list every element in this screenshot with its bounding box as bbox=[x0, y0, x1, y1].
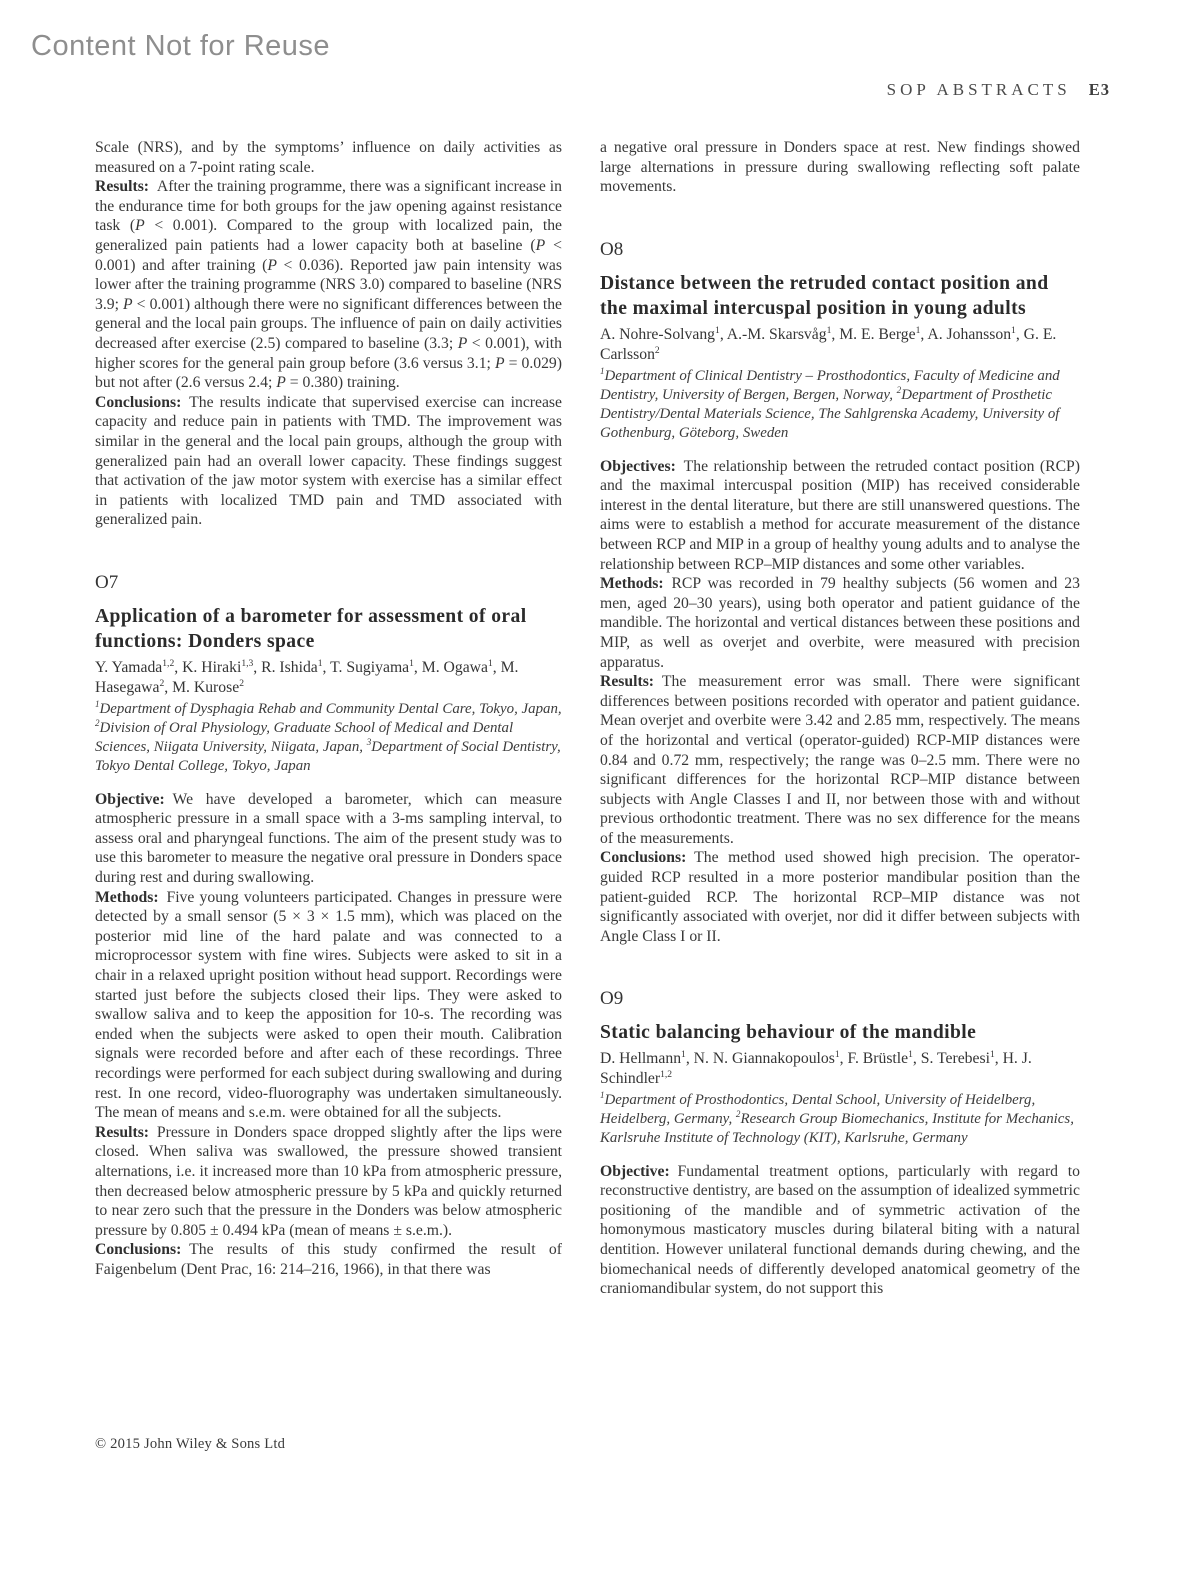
superscript: 1 bbox=[600, 365, 605, 376]
running-head bbox=[887, 80, 1110, 100]
superscript: 1 bbox=[834, 1048, 840, 1060]
italic-term: P bbox=[494, 354, 505, 372]
left-column bbox=[95, 138, 562, 1299]
superscript: 1 bbox=[989, 1048, 995, 1060]
superscript: 1 bbox=[915, 324, 921, 336]
abstract-paragraph: Objective: We have developed a barometer, which can measure atmospheric pressure in a small space with a 3-ms sampling interval, to assess oral and pharyngeal functions. The aim of the present study was to use this barometer to measure the negative oral pressure in Donders space during rest and during swallowing. bbox=[95, 790, 562, 887]
abstract-title: Application of a barometer for assessment of oral functions: Donders space bbox=[95, 605, 527, 653]
italic-term: P bbox=[135, 217, 145, 235]
superscript: 1 bbox=[826, 324, 832, 336]
superscript: 2 bbox=[896, 385, 902, 396]
abstract-paragraph: Methods: RCP was recorded in 79 healthy subjects (56 women and 23 men, aged 20–30 years), using both operator and patient guidance of the mandible. The horizontal and vertical distances between these positions and MIP, as well as overjet and overbite, were measured with precision apparatus. bbox=[600, 575, 1080, 671]
abstract-paragraph: Conclusions: The results indicate that supervised exercise can increase capacity and reduce pain in patients with TMD. The improvement was similar in the general and the local pain groups, although the group with generalized pain had an overall lower capacity. These findings suggest that activation of the jaw motor system with exercise has a similar effect in patients with localized TMD pain and TMD associated with generalized pain. bbox=[95, 393, 562, 529]
abstract-authors: D. Hellmann$^1$, N. N. Giannakopoulos$^1$, F. Brüstle$^1$, S. Terebesi$^1$, H. J. Schindler$^{1,2}$ bbox=[600, 1048, 1032, 1088]
abstract-affiliations: $^1$Department of Prosthodontics, Dental School, University of Heidelberg, Heidelberg, Germany, $^2$Research Group Biomechanics, Institute for Mechanics, Karlsruhe Institute of Technology (KIT), Karlsruhe, Germany bbox=[600, 1089, 1074, 1147]
abstract-paragraph: Conclusions: The method used showed high precision. The operator-guided RCP resulted in a more posterior mandibular position than the patient-guided RCP. The horizontal RCP–MIP distance was not significantly associated with overjet, nor did it differ between subjects with Angle Class I or II. bbox=[600, 849, 1080, 945]
superscript: 1 bbox=[409, 657, 414, 669]
paragraph-lead-label: Conclusions: bbox=[600, 849, 687, 867]
superscript: 2 bbox=[735, 1109, 741, 1120]
running-head-title: SOP ABSTRACTS bbox=[886, 80, 1071, 99]
superscript: 2 bbox=[654, 345, 660, 357]
abstract-affiliations: $^1$Department of Dysphagia Rehab and Community Dental Care, Tokyo, Japan, $^2$Division of Oral Physiology, Graduate School of Medical and Dental Sciences, Niigata University, Niigata, Japan, $^3$Department of Social Dentistry, Tokyo Dental College, Tokyo, Japan bbox=[95, 698, 562, 775]
paragraph-lead-label: Objective: bbox=[600, 1162, 670, 1180]
abstract-id: O8 bbox=[600, 238, 624, 260]
content-not-for-reuse-watermark: Content Not for Reuse bbox=[31, 30, 331, 62]
abstract-title: Distance between the retruded contact position and the maximal intercuspal position in young adults bbox=[600, 272, 1049, 320]
abstract-id: O9 bbox=[600, 988, 624, 1010]
superscript: 1 bbox=[487, 657, 493, 669]
superscript: 1 bbox=[715, 324, 720, 336]
abstract-authors: Y. Yamada$^{1,2}$, K. Hiraki$^{1,3}$, R. Ishida$^1$, T. Sugiyama$^1$, M. Ogawa$^1$, M. Hasegawa$^2$, M. Kurose$^2$ bbox=[95, 657, 519, 697]
paragraph-lead-label: Results: bbox=[95, 178, 150, 196]
superscript: 1 bbox=[1011, 324, 1016, 336]
abstract-paragraph: Results: Pressure in Donders space dropped slightly after the lips were closed. When saliva was swallowed, the pressure showed transient alternations, i.e. it increased more than 10 kPa from atmospheric pressure, then decreased below atmospheric pressure by 5 kPa and quickly returned to near zero such that the pressure in the Donders was below atmospheric pressure by 0.805 ± 0.494 kPa (mean of means ± s.e.m.). bbox=[95, 1123, 562, 1239]
paragraph-lead-label: Methods: bbox=[600, 575, 664, 593]
superscript: 1 bbox=[908, 1048, 913, 1060]
abstract-paragraph: Scale (NRS), and by the symptoms’ influence on daily activities as measured on a 7-point rating scale. bbox=[95, 139, 562, 176]
right-column bbox=[600, 138, 1080, 1299]
superscript: 1 bbox=[681, 1048, 686, 1060]
italic-term: P bbox=[267, 256, 277, 274]
copyright-line: © 2015 John Wiley & Sons Ltd bbox=[95, 1436, 286, 1452]
abstract-paragraph: Objectives: The relationship between the retruded contact position (RCP) and the maximal intercuspal position (MIP) has received considerable interest in the dental literature, but there are still unanswered questions. The aims were to establish a method for accurate measurement of the distance between RCP and MIP in a group of healthy young adults and to analyse the relationship between RCP–MIP distances and some other variables. bbox=[600, 457, 1080, 573]
superscript: 1 bbox=[317, 657, 323, 669]
paragraph-lead-label: Objective: bbox=[95, 790, 165, 808]
superscript: 1 bbox=[600, 1089, 605, 1100]
italic-term: P bbox=[457, 334, 468, 352]
paragraph-lead-label: Objectives: bbox=[600, 457, 676, 475]
abstract-authors: A. Nohre-Solvang$^1$, A.-M. Skarsvåg$^1$, M. E. Berge$^1$, A. Johansson$^1$, G. E. Carlsson$^2$ bbox=[600, 324, 1057, 364]
abstract-paragraph: Objective: Fundamental treatment options, particularly with regard to reconstructive dentistry, are based on the assumption of idealized symmetric positioning of the mandible and of symmetric activation of the homonymous masticatory muscles during bilateral biting with a natural dentition. However unilateral functional demands during chewing, and the biomechanical needs of differently developed anatomical geometry of the craniomandibular system, do not support this bbox=[600, 1162, 1080, 1298]
superscript: 2 bbox=[95, 718, 100, 729]
abstract-id: O7 bbox=[95, 571, 119, 593]
abstract-paragraph: Methods: Five young volunteers participated. Changes in pressure were detected by a small sensor (5 × 3 × 1.5 mm), which was placed on the posterior mid line of the hard palate and was connected to a microprocessor system with fine wires. Subjects were asked to sit in a chair in a relaxed upright position without head support. Recordings were started just before the subjects closed their lips. They were asked to swallow saliva and to keep the apposition for 10-s. The recording was ended when the subjects were asked to open their mouth. Calibration signals were recorded before and after each of these recordings. Three recordings were performed for each subject during swallowing and during rest. In one record, video-fluorography was undertaken simultaneously. The mean of means and s.e.m. were obtained for all the subjects. bbox=[95, 888, 562, 1122]
superscript: 3 bbox=[366, 737, 372, 748]
superscript: 1 bbox=[95, 698, 100, 709]
paragraph-lead-label: Conclusions: bbox=[95, 1241, 182, 1259]
superscript: 1,2 bbox=[162, 657, 175, 669]
abstract-paragraph: Conclusions: The results of this study confirmed the result of Faigenbelum (Dent Prac, 16: 214–216, 1966), in that there was bbox=[95, 1241, 562, 1278]
superscript: 2 bbox=[159, 678, 165, 690]
abstract-paragraph: Results: After the training programme, there was a significant increase in the endurance time for both groups for the jaw opening against resistance task (P < 0.001). Compared to the group with localized pain, the generalized pain patients had a lower capacity both at baseline (P < 0.001) and after training (P < 0.036). Reported jaw pain intensity was lower after the training programme (NRS 3.0) compared to baseline (NRS 3.9; P < 0.001) although there were no significant differences between the general and the local pain groups. The influence of pain on daily activities decreased after exercise (2.5) compared to baseline (3.3; P < 0.001), with higher scores for the general pain group before (3.6 versus 3.1; P = 0.029) but not after (2.6 versus 2.4; P = 0.380) training. bbox=[95, 178, 563, 392]
abstract-paragraph: Results: The measurement error was small. There were significant differences between positions recorded with operator and patient guidance. Mean overjet and overbite were 3.42 and 2.85 mm, respectively. The means of the horizontal and vertical (operator-guided) RCP-MIP distances were 0.84 and 0.72 mm, respectively; the range was 0–2.5 mm. There were no significant differences for the horizontal RCP–MIP distance between subjects with Angle Classes I and II, nor between those with and without previous orthodontic treatment. There was no sex difference for the means of the measurements. bbox=[600, 673, 1080, 847]
paragraph-lead-label: Methods: bbox=[95, 888, 159, 906]
two-column-text-area bbox=[95, 138, 1080, 1299]
abstract-affiliations: $^1$Department of Clinical Dentistry – Prosthodontics, Faculty of Medicine and Dentistry, University of Bergen, Bergen, Norway, $^2$Department of Prosthetic Dentistry/Dental Materials Science, The Sahlgrenska Academy, University of Gothenburg, Göteborg, Sweden bbox=[600, 365, 1060, 442]
paragraph-lead-label: Conclusions: bbox=[95, 393, 182, 411]
abstract-paragraph: a negative oral pressure in Donders space at rest. New findings showed large alternations in pressure during swallowing reflecting soft palate movements. bbox=[600, 139, 1080, 196]
paragraph-lead-label: Results: bbox=[600, 673, 655, 691]
abstract-title: Static balancing behaviour of the mandible bbox=[600, 1022, 977, 1044]
paragraph-lead-label: Results: bbox=[95, 1123, 150, 1141]
italic-term: P bbox=[535, 236, 546, 254]
italic-term: P bbox=[123, 295, 133, 313]
italic-term: P bbox=[276, 374, 286, 392]
superscript: 2 bbox=[239, 678, 244, 690]
superscript: 1,3 bbox=[241, 657, 254, 669]
superscript: 1,2 bbox=[660, 1069, 673, 1081]
page-number: E3 bbox=[1088, 80, 1110, 99]
